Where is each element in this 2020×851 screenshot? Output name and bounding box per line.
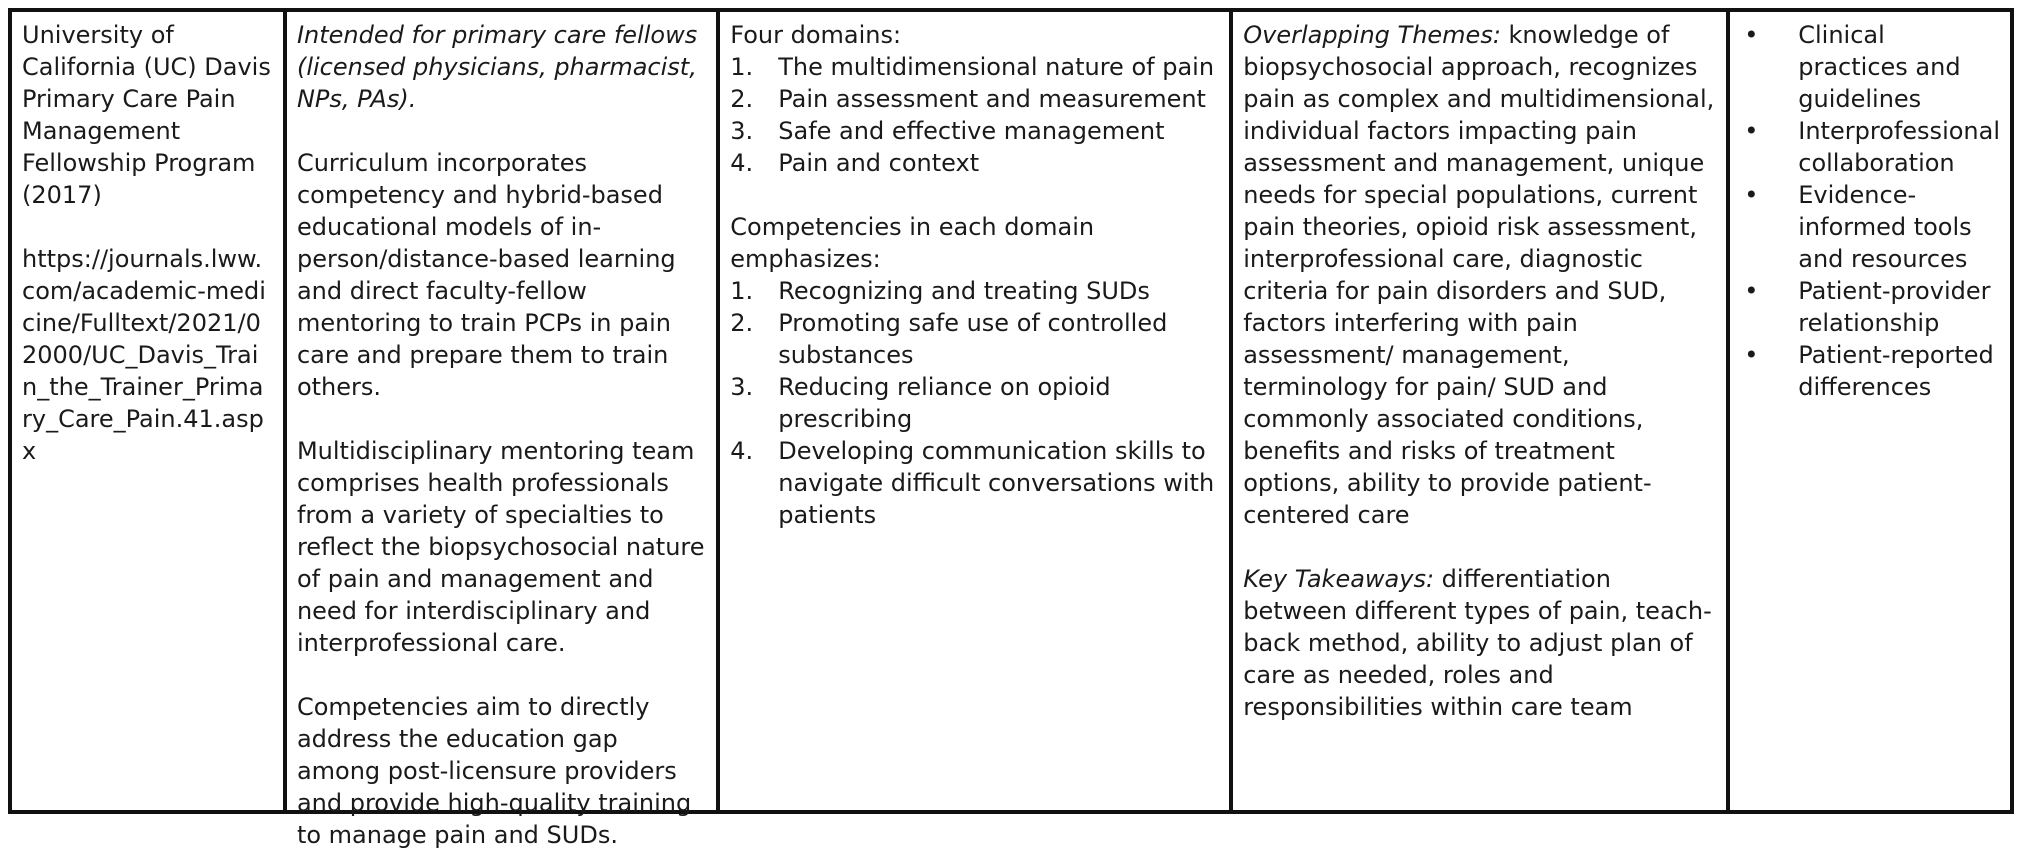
list-item: 4. Pain and context — [730, 149, 980, 177]
list-item: 3. Reducing reliance on opioid prescribing — [730, 373, 1111, 433]
takeaways-text: differentiation between different types of pain, teach-back method, ability to adjust plan of care as needed, roles and responsibilities within care team — [1243, 565, 1712, 721]
competencies-aim: Competencies aim to directly address the education gap among post-licensure providers and provide high-quality training to manage pain and SUDs. — [296, 693, 692, 849]
key-takeaways — [1243, 563, 1716, 723]
bullet-icon: • — [1744, 117, 1759, 145]
list-item: 3. Safe and effective management — [730, 117, 1165, 145]
bullet-icon: • — [1744, 341, 1759, 369]
bullet-icon: • — [1744, 277, 1759, 305]
themes-text: knowledge of biopsychosocial approach, recognizes pain as complex and multidimensional, individual factors impacting pain assessment and management, unique needs for special populations, current pain theories, opioid risk assessment, interprofessional care, diagnostic criteria for pain disorders and SUD, factors interfering with pain assessment/ management, terminology for pain/ SUD and commonly associated conditions, benefits and risks of treatment options, ability to provide patient-centered care — [1243, 21, 1715, 529]
list-item: • Patient-provider relationship — [1738, 275, 2000, 339]
domains-intro: Four domains: — [730, 21, 902, 49]
list-item: 1. Recognizing and treating SUDs — [730, 277, 1150, 305]
curriculum-description: Curriculum incorporates competency and hybrid-based educational models of in-person/distance-based learning and direct faculty-fellow mentoring to train PCPs in pain care and prepare them to train others. — [296, 149, 676, 401]
curriculum-table-row — [8, 8, 2014, 849]
list-item: 2. Promoting safe use of controlled substances — [730, 309, 1168, 369]
competencies-intro: Competencies in each domain emphasizes: — [730, 213, 1095, 273]
domains-list — [730, 51, 1219, 179]
list-item: 4. Developing communication skills to navigate difficult conversations with patients — [730, 437, 1215, 529]
competencies-list — [730, 275, 1219, 531]
bullet-icon: • — [1744, 21, 1759, 49]
intended-audience: Intended for primary care fellows (licensed physicians, pharmacist, NPs, PAs). — [296, 21, 698, 113]
program-url[interactable]: https://journals.lww.com/academic-medicine/Fulltext/2021/02000/UC_Davis_Train_the_Trainer_Primary_Care_Pain.41.aspx — [22, 245, 266, 465]
overlapping-themes — [1243, 19, 1716, 531]
description-cell — [287, 12, 720, 849]
list-item: 1. The multidimensional nature of pain — [730, 53, 1215, 81]
program-cell — [12, 12, 287, 810]
domains-cell — [720, 12, 1233, 810]
list-item: • Clinical practices and guidelines — [1738, 19, 2000, 115]
topics-list — [1738, 19, 2000, 403]
themes-label: Overlapping Themes: — [1243, 21, 1501, 49]
list-item: 2. Pain assessment and measurement — [730, 85, 1206, 113]
program-name: University of California (UC) Davis Primary Care Pain Management Fellowship Program (2017) — [22, 21, 271, 209]
topics-cell — [1730, 12, 2010, 810]
themes-cell — [1233, 12, 1730, 810]
list-item: • Patient-reported differences — [1738, 339, 2000, 403]
takeaways-label: Key Takeaways: — [1243, 565, 1435, 593]
list-item: • Evidence-informed tools and resources — [1738, 179, 2000, 275]
mentoring-team-description: Multidisciplinary mentoring team comprises health professionals from a variety of specialties to reflect the biopsychosocial nature of pain and management and need for interdisciplinary and interprofessional care. — [296, 437, 705, 657]
bullet-icon: • — [1744, 181, 1759, 209]
list-item: • Interprofessional collaboration — [1738, 115, 2000, 179]
